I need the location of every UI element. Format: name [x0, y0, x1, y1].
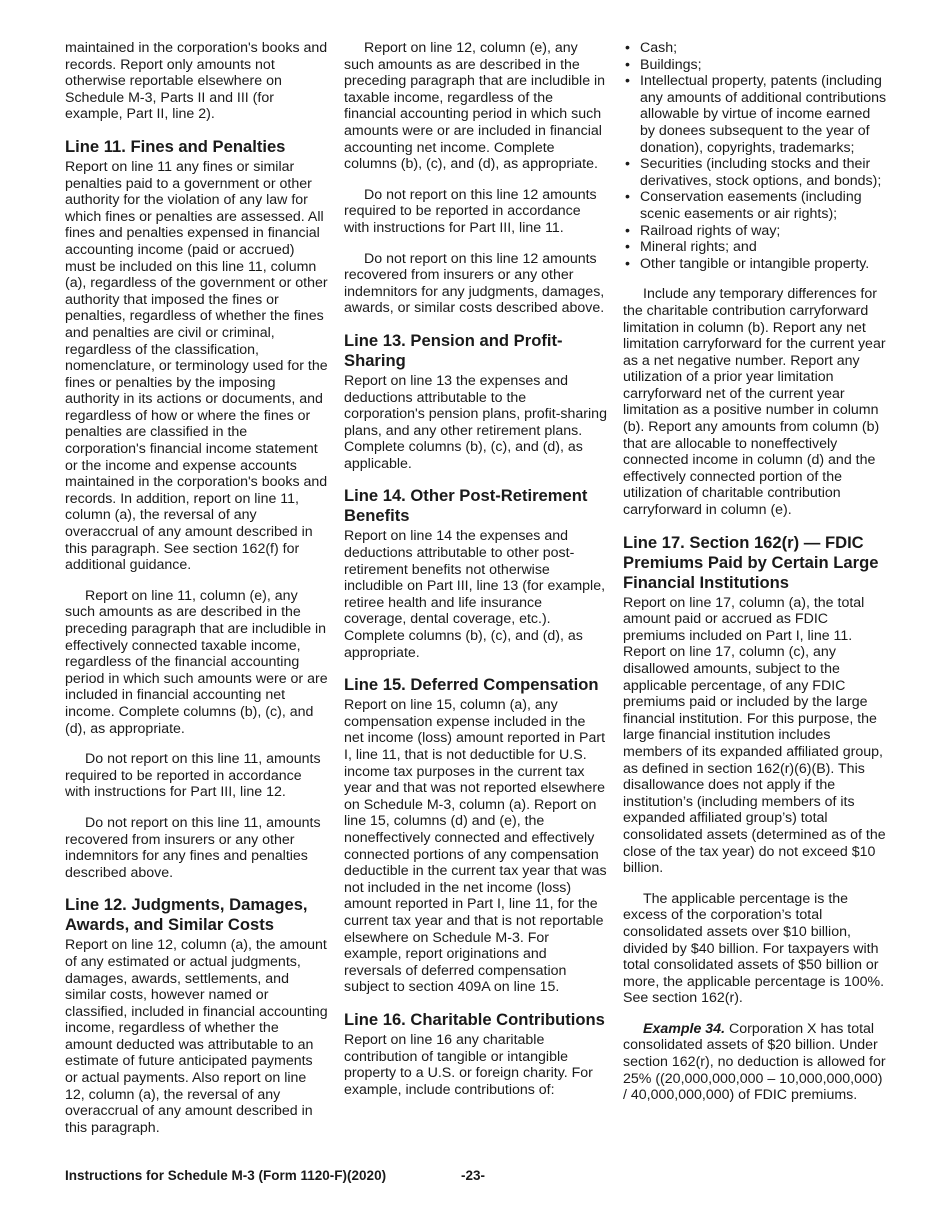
line-11-paragraph-1: Report on line 11 any fines or similar penalties paid to a government or other authority for the violation of any law for which fines or penalties are assessed. All fines and penalties expensed in financial accounting income (paid or accrued) must be included on this line 11, column (a), regardless of the government or other authority that imposed the fines or penalties, regardless of whether the fines and penalties are civil or criminal, regardless of the classification, nomenclature, or terminology used for the fines or penalties by the imposing authority in its actions or documents, and regardless of how or where the fines or penalties are classified in the corporation's financial income statement or the income and expense accounts maintained in the corporation's books and records. In addition, report on line 11, column (a), the reversal of any overaccrual of any amount described in this paragraph. See section 162(f) for additional guidance.: [65, 158, 328, 574]
line-17-paragraph-1: Report on line 17, column (a), the total amount paid or accrued as FDIC premiums included on Part I, line 11. Report on line 17, column (c), any disallowed amounts, subject to the applicable percentage, of any FDIC premiums paid or included by the large financial institution. For this purpose, the large financial institution includes members of its expanded affiliated group, as defined in section 162(r)(6)(B). This disallowance does not apply if the institution’s (including members of its expanded affiliated group’s) total consolidated assets (determined as of the close of the tax year) do not exceed $10 billion.: [623, 594, 886, 877]
heading-line-17: Line 17. Section 162(r) — FDIC Premiums Paid by Certain Large Financial Institutions: [623, 532, 879, 592]
contribution-types-list: [623, 40, 888, 272]
heading-line-16: Line 16. Charitable Contributions: [344, 1009, 605, 1029]
line-13-paragraph: Report on line 13 the expenses and deductions attributable to the corporation's pension plans, profit-sharing plans, and any other retirement plans. Complete columns (b), (c), and (d), as applicable.: [344, 372, 607, 472]
line-12-paragraph-3: Do not report on this line 12 amounts required to be reported in accordance with instructions for Part III, line 11.: [344, 186, 597, 236]
line-15-paragraph: Report on line 15, column (a), any compensation expense included in the net income (loss) amount reported in Part I, line 11, that is not deductible for U.S. income tax purposes in the current tax year and that was not reported elsewhere on Schedule M-3, column (a). Report on line 15, columns (d) and (e), the noneffectively connected and effectively connected portions of any compensation deductible in the current tax year that was not included in the net income (loss) amount reported in Part I, line 11, for the current tax year and that is not reportable elsewhere on Schedule M-3. For example, report originations and reversals of deferred compensation subject to section 409A on line 15.: [344, 697, 607, 996]
list-item: • Other tangible or intangible property.: [623, 256, 888, 273]
list-item: • Mineral rights; and: [623, 239, 888, 256]
example-label: Example 34.: [643, 1020, 726, 1037]
list-item: • Intellectual property, patents (including any amounts of additional contributions allowable by virtue of income earned by donees subsequent to the year of donation), copyrights, trademarks;: [623, 73, 888, 156]
heading-line-15: Line 15. Deferred Compensation: [344, 675, 599, 695]
heading-line-11: Line 11. Fines and Penalties: [65, 136, 286, 156]
column-1: [65, 40, 329, 1136]
column-2: [344, 40, 608, 1098]
heading-line-13: Line 13. Pension and Profit-Sharing: [344, 330, 563, 370]
line-12-paragraph-2: Report on line 12, column (e), any such amounts as are described in the preceding paragraph that are includible in taxable income, regardless of the financial accounting period in which such amounts were or are included in financial accounting net income. Complete columns (b), (c), and (d), as appropriate.: [344, 40, 606, 173]
list-item: • Conservation easements (including scenic easements or air rights);: [623, 189, 888, 222]
example-34: [623, 1021, 888, 1104]
list-item: • Railroad rights of way;: [623, 223, 888, 240]
list-item: • Buildings;: [623, 57, 888, 74]
line-11-paragraph-4: Do not report on this line 11, amounts recovered from insurers or any other indemnitors for any fines and penalties described above.: [65, 814, 321, 881]
column-3: [623, 40, 888, 1104]
line-17-paragraph-2: The applicable percentage is the excess of the corporation’s total consolidated assets over $10 billion, divided by $40 billion. For taxpayers with total consolidated assets of $50 billion or more, the applicable percentage is 100%. See section 162(r).: [623, 890, 885, 1007]
line-11-paragraph-3: Do not report on this line 11, amounts required to be reported in accordance with instructions for Part III, line 12.: [65, 751, 321, 801]
line-11-paragraph-2: Report on line 11, column (e), any such amounts as are described in the preceding paragraph that are includible in effectively connected taxable income, regardless of the financial accounting period in which such amounts were or are included in financial accounting net income. Complete columns (b), (c), and (d), as appropriate.: [65, 587, 328, 737]
line-14-paragraph: Report on line 14 the expenses and deductions attributable to other post-retirement benefits not otherwise includible on Part III, line 13 (for example, retiree health and life insurance coverage, dental coverage, etc.). Complete columns (b), (c), and (d), as appropriate.: [344, 528, 606, 661]
heading-line-12: Line 12. Judgments, Damages, Awards, and Similar Costs: [65, 895, 308, 935]
list-item: • Securities (including stocks and their derivatives, stock options, and bonds);: [623, 156, 888, 189]
example-text: Corporation X has total consolidated assets of $20 billion. Under section 162(r), no deduction is allowed for 25% ((20,000,000,000 – 10,000,000,000) / 40,000,000,000) of FDIC premiums.: [623, 1020, 886, 1104]
footer-title: Instructions for Schedule M-3 (Form 1120-F)(2020): [65, 1168, 387, 1183]
line-16-paragraph-2: Include any temporary differences for the charitable contribution carryforward limitation in column (b). Report any net limitation carryforward for the current year as a net negative number. Report any utilization of a prior year limitation carryforward net of the current year limitation as a positive number in column (b). Report any amounts from column (b) that are allocable to noneffectively connected income in column (d) and the effectively connected portion of the utilization of charitable contribution carryforward in column (e).: [623, 286, 886, 519]
line-12-paragraph-4: Do not report on this line 12 amounts recovered from insurers or any other indemnitors for any judgments, damages, awards, or similar costs described above.: [344, 250, 605, 317]
page-number: -23-: [461, 1168, 486, 1183]
list-item: • Cash;: [623, 40, 888, 57]
intro-paragraph: maintained in the corporation's books and records. Report only amounts not otherwise reportable elsewhere on Schedule M-3, Parts II and III (for example, Part II, line 2).: [65, 40, 328, 123]
line-16-paragraph: Report on line 16 any charitable contribution of tangible or intangible property to a U.S. or foreign charity. For example, include contributions of:: [344, 1031, 593, 1098]
line-12-paragraph-1: Report on line 12, column (a), the amount of any estimated or actual judgments, damages, awards, settlements, and similar costs, however named or classified, included in financial accounting income, regardless of whether the amount deducted was attributable to an estimate of future anticipated payments or actual payments. Also report on line 12, column (a), the reversal of any overaccrual of any amount described in this paragraph.: [65, 937, 328, 1136]
heading-line-14: Line 14. Other Post-Retirement Benefits: [344, 486, 588, 526]
